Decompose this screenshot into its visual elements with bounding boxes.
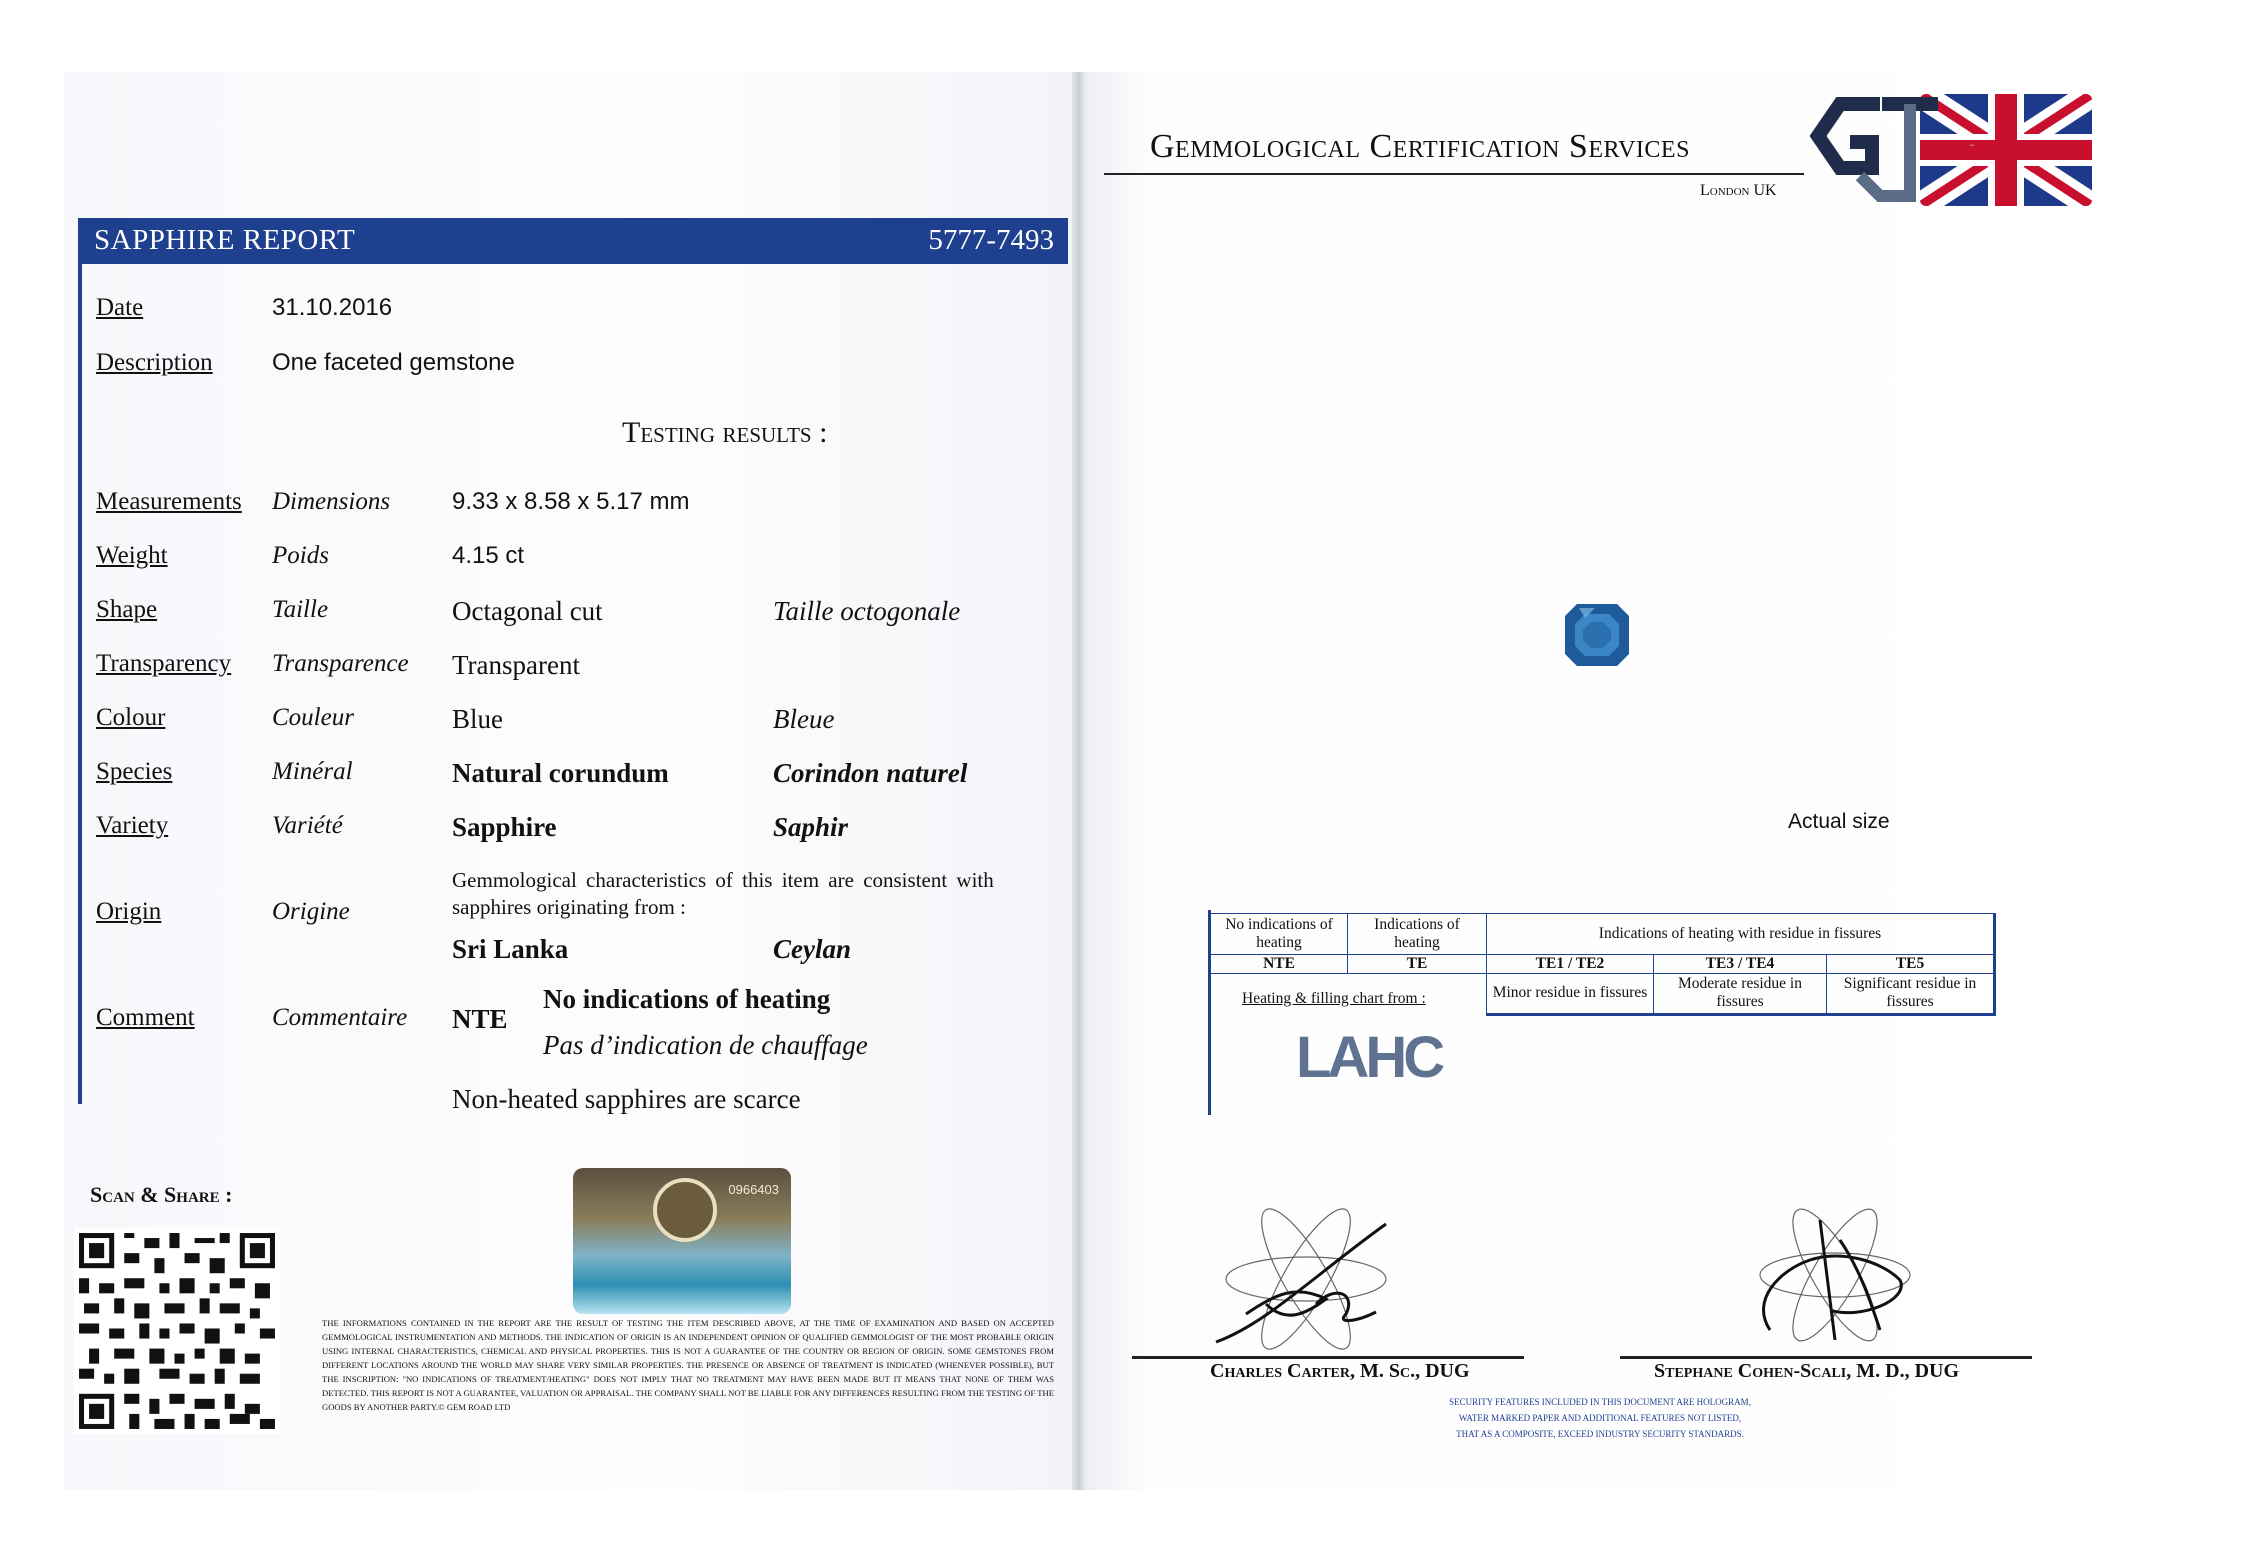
row-value: Blue: [452, 704, 503, 734]
row-label-fr: Variété: [272, 812, 343, 839]
chart-code-te: TE: [1348, 955, 1487, 974]
security-line-3: THAT AS A COMPOSITE, EXCEED INDUSTRY SECURITY STANDARDS.: [1456, 1429, 1744, 1439]
description-label: Description: [96, 349, 213, 376]
row-label-fr: Dimensions: [272, 488, 391, 515]
qr-code[interactable]: [74, 1228, 280, 1434]
chart-desc-significant: Significant residue in fissures: [1827, 974, 1995, 1015]
page-spine: [1072, 72, 1086, 1490]
hologram-number: 0966403: [728, 1182, 779, 1197]
signature-cohen-scali: [1740, 1200, 1930, 1350]
row-label: Measurements: [96, 488, 242, 515]
row-label-fr: Transparence: [272, 650, 409, 677]
date-value: 31.10.2016: [272, 294, 393, 321]
comment-fr: Pas d’indication de chauffage: [543, 1030, 868, 1060]
row-label-fr: Couleur: [272, 704, 354, 731]
chart-source-label: Heating & filling chart from :: [1242, 990, 1426, 1007]
signer-carter: Charles Carter, M. Sc., DUG: [1210, 1360, 1470, 1382]
signer-cohen-scali: Stephane Cohen-Scali, M. D., DUG: [1654, 1360, 1960, 1382]
gcs-logo: [1810, 86, 2092, 210]
row-value: Sapphire: [452, 812, 557, 842]
chart-code-te3: TE3 / TE4: [1654, 955, 1827, 974]
chart-code-nte: NTE: [1211, 955, 1348, 974]
signature-line-carter: [1132, 1356, 1524, 1359]
row-value: Natural corundum: [452, 758, 669, 788]
left-accent-rule: [78, 264, 82, 1104]
origin-text-line1: Gemmological characteristics of this item are consistent with: [452, 868, 994, 892]
chart-desc-minor: Minor residue in fissures: [1487, 974, 1654, 1015]
lahc-logo: LAHC: [1296, 1025, 1442, 1090]
comment-note: Non-heated sapphires are scarce: [452, 1084, 801, 1114]
actual-size-label: Actual size: [1788, 810, 1890, 833]
row-label: Variety: [96, 812, 169, 839]
chart-code-te1: TE1 / TE2: [1487, 955, 1654, 974]
chart-code-te5: TE5: [1827, 955, 1995, 974]
row-label: Transparency: [96, 650, 232, 677]
chart-residue-header: Indications of heating with residue in fissures: [1487, 914, 1995, 955]
comment-code: NTE: [452, 1004, 508, 1034]
row-value: 4.15 ct: [452, 542, 525, 569]
origin-text-line2: sapphires originating from :: [452, 895, 686, 919]
row-label: Shape: [96, 596, 158, 623]
signature-carter: [1206, 1204, 1406, 1354]
security-line-1: SECURITY FEATURES INCLUDED IN THIS DOCUMENT ARE HOLOGRAM,: [1449, 1397, 1751, 1407]
company-location: London UK: [1700, 182, 1777, 199]
title-underline: [1104, 173, 1804, 175]
row-label: Weight: [96, 542, 168, 569]
testing-results-header: Testing results :: [622, 416, 828, 449]
row-value-fr: Saphir: [773, 812, 849, 842]
row-value: 9.33 x 8.58 x 5.17 mm: [452, 488, 690, 515]
row-label-fr: Taille: [272, 596, 329, 623]
company-name: Gemmological Certification Services: [1150, 128, 1690, 165]
row-label-fr: Minéral: [272, 758, 353, 785]
description-value: One faceted gemstone: [272, 349, 515, 376]
report-title: SAPPHIRE REPORT: [94, 224, 356, 256]
row-value-fr: Bleue: [773, 704, 835, 734]
comment-label-fr: Commentaire: [272, 1004, 408, 1031]
origin-value-fr: Ceylan: [773, 934, 851, 964]
chart-desc-moderate: Moderate residue in fissures: [1654, 974, 1827, 1015]
security-note: [1340, 1394, 1860, 1442]
row-value: Octagonal cut: [452, 596, 603, 626]
disclaimer-text: THE INFORMATIONS CONTAINED IN THE REPORT ARE THE RESULT OF TESTING THE ITEM DESCRIBED ABOVE, AT THE TIME OF EXAMINATION AND BASED ON ACCEPTED GEMMOLOGICAL INSTRUMENTATION AND METHODS. THE INDICATION OF ORIGIN IS AN INDEPENDENT OPINION OF QUALIFIED GEMMOLOGIST OF THE MOST PROBABLE ORIGIN USING INTERNAL CHARACTERISTICS, CHEMICAL AND PHYSICAL PROPERTIES. THIS IS NOT A GUARANTEE OF THE COUNTRY OR REGION OF ORIGIN. SOME GEMSTONES FROM DIFFERENT LOCATIONS AROUND THE WORLD MAY SHARE VERY SIMILAR PROPERTIES. THE PRESENCE OR ABSENCE OF TREATMENT IS INDICATED (WHENEVER POSSIBLE), BUT THE INSCRIPTION: "NO INDICATIONS OF TREATMENT/HEATING" DOES NOT IMPLY THAT NO TREATMENT MAY HAVE BEEN MADE BUT IT MEANS THAT NONE OF THEM WAS DETECTED. THIS REPORT IS NOT A GUARANTEE, VALUATION OR APPRAISAL. THE COMPANY SHALL NOT BE LIABLE FOR ANY DIFFERENCES RESULTING FROM THE TESTING OF THE GOODS BY ANOTHER PARTY.© GEM ROAD LTD: [322, 1318, 1054, 1412]
origin-label: Origin: [96, 898, 162, 925]
row-label: Colour: [96, 704, 166, 731]
logo-text: GCS: [1970, 145, 1975, 147]
origin-value: Sri Lanka: [452, 934, 569, 964]
report-number: 5777-7493: [928, 224, 1054, 256]
row-label: Species: [96, 758, 173, 785]
signature-line-cohen-scali: [1620, 1356, 2032, 1359]
row-value-fr: Taille octogonale: [773, 596, 961, 626]
chart-te-header: Indications of heating: [1348, 914, 1487, 955]
security-line-2: WATER MARKED PAPER AND ADDITIONAL FEATURES NOT LISTED,: [1458, 1413, 1742, 1423]
row-label-fr: Poids: [272, 542, 329, 569]
row-value: Transparent: [452, 650, 580, 680]
hologram-seal-icon: [653, 1178, 717, 1242]
scan-share-label: Scan & Share :: [90, 1182, 233, 1207]
comment-en: No indications of heating: [543, 984, 831, 1014]
row-value-fr: Corindon naturel: [773, 758, 968, 788]
date-label: Date: [96, 294, 144, 321]
report-header-bar: [78, 218, 1068, 264]
comment-label: Comment: [96, 1004, 195, 1031]
gemstone-image: [1565, 604, 1629, 666]
chart-nte-header: No indications of heating: [1211, 914, 1348, 955]
origin-label-fr: Origine: [272, 898, 350, 925]
security-hologram: [573, 1168, 791, 1314]
